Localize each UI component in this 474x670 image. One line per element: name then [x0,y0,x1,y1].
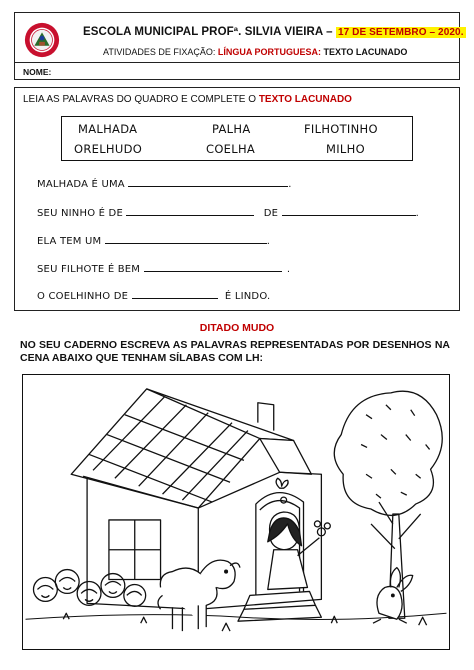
word-bank-item: ORELHUDO [74,142,143,156]
instruction-line [23,94,352,105]
blank-field[interactable] [126,206,254,216]
sentence-text: SEU FILHOTE É BEM [37,264,141,275]
word-bank-item: COELHA [206,142,256,156]
blank-field[interactable] [132,289,218,299]
sentence-5 [37,289,270,302]
school-line [83,26,463,38]
instruction-prefix: LEIA AS PALAVRAS DO QUADRO E COMPLETE O [23,94,259,105]
school-name: ESCOLA MUNICIPAL PROFª. SILVIA VIEIRA – [83,26,336,38]
word-bank-item: MILHO [326,142,365,156]
sentence-2 [37,206,419,219]
blank-field[interactable] [282,206,416,216]
lamb-icon [158,560,240,631]
tree-icon [334,391,442,618]
scene-illustration [22,374,450,650]
butterfly-icon [276,478,288,488]
blank-field[interactable] [144,262,282,272]
sentence-4 [37,262,290,275]
date-badge: 17 DE SETEMBRO – 2020. [337,27,464,38]
blank-field[interactable] [128,177,288,187]
blank-field[interactable] [105,234,267,244]
dictation-title: DITADO MUDO [199,322,275,334]
word-bank-item: FILHOTINHO [304,122,378,136]
sentence-text: MALHADA É UMA [37,179,125,190]
sentence-text: É LINDO. [224,291,271,302]
school-logo-icon [23,21,61,59]
exercise-box [14,87,460,311]
rabbit-icon [373,568,413,624]
dictation-instructions: NO SEU CADERNO ESCREVA AS PALAVRAS REPRESENTADAS POR DESENHOS NA CENA ABAIXO QUE TENHAM SÍLABAS COM LH: [20,339,450,364]
activity-topic: TEXTO LACUNADO [321,47,408,57]
activity-prefix: ATIVIDADES DE FIXAÇÃO: [103,47,218,57]
sentence-3 [37,234,270,247]
sentence-text: . [266,236,271,247]
instruction-highlight: TEXTO LACUNADO [258,94,352,105]
name-label: NOME: [23,67,52,77]
header-box [14,12,464,80]
word-bank-item: MALHADA [78,122,138,136]
sentence-text: DE [263,208,279,219]
sentence-text: . [415,208,419,219]
sentence-text: SEU NINHO É DE [37,208,123,219]
name-divider [15,62,459,63]
sentence-text: . [288,179,292,190]
word-bank-item: PALHA [212,122,251,136]
word-bank-box [61,116,413,161]
sentence-text: ELA TEM UM [37,236,102,247]
sentence-text: O COELHINHO DE [37,291,129,302]
sentence-text: . [286,264,291,275]
activity-line [103,47,407,57]
sentence-1 [37,177,292,190]
activity-subject: LÍNGUA PORTUGUESA: [217,47,322,57]
